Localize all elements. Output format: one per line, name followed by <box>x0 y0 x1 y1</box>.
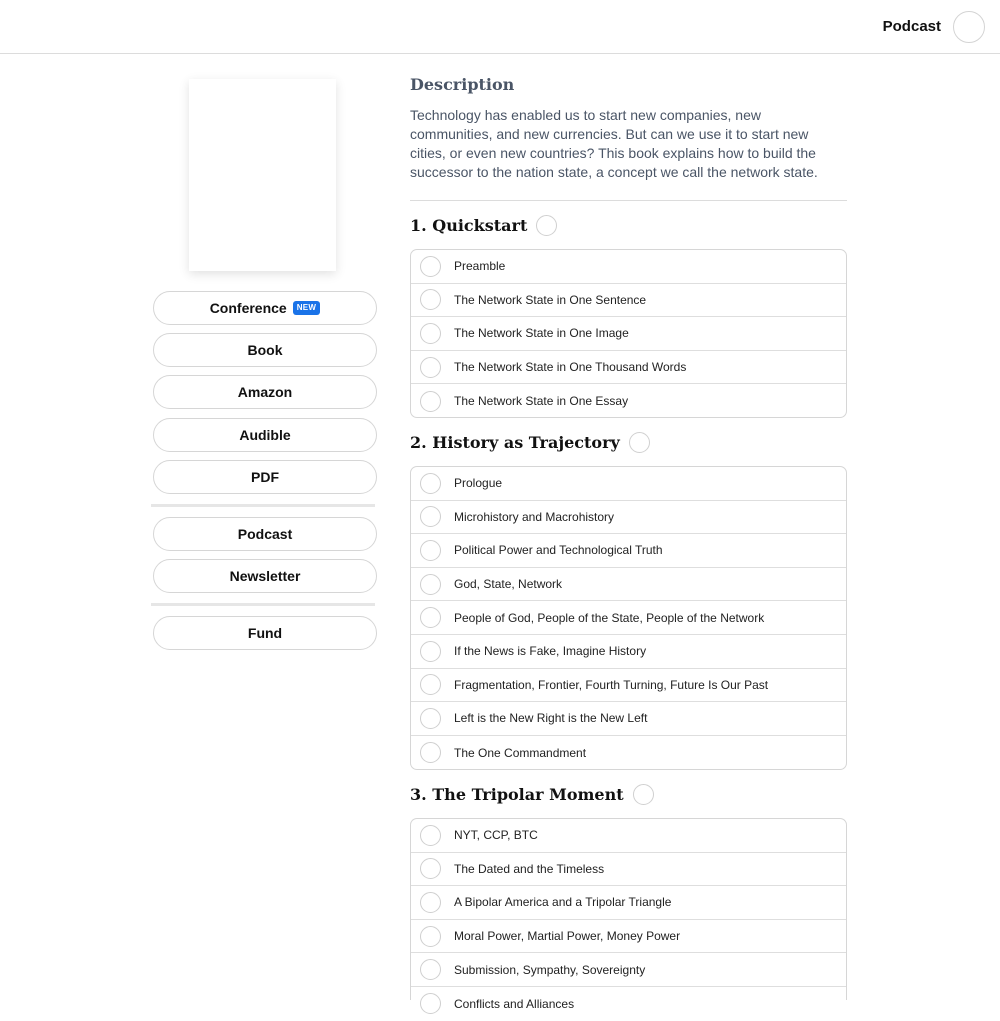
list-item-label: If the News is Fake, Imagine History <box>454 644 647 659</box>
fund-button-label: Fund <box>247 625 283 641</box>
description-text: Technology has enabled us to start new companies, new communities, and new currencies. But can we use it to start new cities, or even new countries? This book explains how to build the successor to the nation state, a concept we call the network state. <box>410 107 818 180</box>
list-item-label: Submission, Sympathy, Sovereignty <box>454 962 646 977</box>
list-item-label: Conflicts and Alliances <box>454 996 575 1011</box>
podcast-button[interactable] <box>153 517 377 551</box>
list-item[interactable] <box>411 669 846 703</box>
chapter-title: 3. The Tripolar Moment <box>410 785 624 804</box>
check-circle-icon[interactable] <box>420 256 441 277</box>
book-button-label: Book <box>247 342 283 358</box>
check-circle-icon[interactable] <box>420 540 441 561</box>
list-item-label: Left is the New Right is the New Left <box>454 711 648 726</box>
check-circle-icon[interactable] <box>420 391 441 412</box>
list-item-label: The Network State in One Essay <box>454 394 629 409</box>
check-circle-icon[interactable] <box>420 708 441 729</box>
list-item[interactable] <box>411 534 846 568</box>
list-item[interactable] <box>411 920 846 954</box>
check-circle-icon[interactable] <box>420 674 441 695</box>
list-item[interactable] <box>411 601 846 635</box>
list-item-label: The Network State in One Image <box>454 326 629 341</box>
list-item-label: Preamble <box>454 259 506 274</box>
list-item-label: Moral Power, Martial Power, Money Power <box>454 929 681 944</box>
list-item-label: Microhistory and Macrohistory <box>454 509 615 524</box>
list-item-label: NYT, CCP, BTC <box>454 828 538 843</box>
check-circle-icon[interactable] <box>420 574 441 595</box>
check-circle-icon[interactable] <box>420 473 441 494</box>
conference-button[interactable] <box>153 291 377 325</box>
description-title: Description <box>410 75 515 94</box>
list-item[interactable] <box>411 284 846 318</box>
header-podcast-link[interactable]: Podcast <box>882 18 941 35</box>
chapter-title: 2. History as Trajectory <box>410 433 620 452</box>
newsletter-button[interactable] <box>153 559 377 593</box>
newsletter-button-label: Newsletter <box>229 568 301 584</box>
list-item[interactable] <box>411 819 846 853</box>
list-item[interactable] <box>411 467 846 501</box>
pdf-button[interactable] <box>153 460 377 494</box>
amazon-button[interactable] <box>153 375 377 409</box>
check-circle-icon[interactable] <box>420 926 441 947</box>
list-item[interactable] <box>411 384 846 418</box>
list-item-label: The Dated and the Timeless <box>454 861 605 876</box>
chapter-complete-toggle[interactable] <box>633 784 654 805</box>
list-item-label: Fragmentation, Frontier, Fourth Turning, Future Is Our Past <box>454 677 769 692</box>
check-circle-icon[interactable] <box>420 993 441 1014</box>
podcast-button-label: Podcast <box>237 526 293 542</box>
chapter-heading <box>410 432 650 453</box>
description-divider <box>410 200 847 201</box>
check-circle-icon[interactable] <box>420 959 441 980</box>
list-item[interactable] <box>411 853 846 887</box>
list-item-label: Prologue <box>454 476 503 491</box>
chapter-complete-toggle[interactable] <box>536 215 557 236</box>
chapter-list <box>410 466 847 770</box>
list-item-label: God, State, Network <box>454 577 563 592</box>
chapter-title: 1. Quickstart <box>410 216 528 235</box>
check-circle-icon[interactable] <box>420 641 441 662</box>
chapter-heading <box>410 215 557 236</box>
chapter-complete-toggle[interactable] <box>629 432 650 453</box>
conference-button-label: Conference <box>209 300 287 316</box>
new-badge: NEW <box>293 301 321 315</box>
check-circle-icon[interactable] <box>420 357 441 378</box>
list-item[interactable] <box>411 702 846 736</box>
book-cover <box>189 79 336 271</box>
check-circle-icon[interactable] <box>420 892 441 913</box>
sidebar-divider <box>151 603 375 606</box>
sidebar-divider <box>151 504 375 507</box>
list-item-label: The Network State in One Sentence <box>454 292 647 307</box>
list-item[interactable] <box>411 568 846 602</box>
book-button[interactable] <box>153 333 377 367</box>
list-item-label: A Bipolar America and a Tripolar Triangle <box>454 895 672 910</box>
list-item[interactable] <box>411 635 846 669</box>
list-item[interactable] <box>411 250 846 284</box>
list-item-label: People of God, People of the State, People of the Network <box>454 610 765 625</box>
check-circle-icon[interactable] <box>420 506 441 527</box>
list-item-label: The Network State in One Thousand Words <box>454 360 687 375</box>
pdf-button-label: PDF <box>251 469 279 485</box>
chapter-list <box>410 249 847 418</box>
check-circle-icon[interactable] <box>420 607 441 628</box>
audible-button[interactable] <box>153 418 377 452</box>
check-circle-icon[interactable] <box>420 742 441 763</box>
check-circle-icon[interactable] <box>420 289 441 310</box>
list-item-label: Political Power and Technological Truth <box>454 543 663 558</box>
list-item[interactable] <box>411 987 846 1021</box>
list-item[interactable] <box>411 317 846 351</box>
fund-button[interactable] <box>153 616 377 650</box>
list-item[interactable] <box>411 501 846 535</box>
audible-button-label: Audible <box>239 427 291 443</box>
check-circle-icon[interactable] <box>420 323 441 344</box>
list-item[interactable] <box>411 886 846 920</box>
list-item[interactable] <box>411 351 846 385</box>
amazon-button-label: Amazon <box>237 384 293 400</box>
chapter-list <box>410 818 847 1011</box>
list-item[interactable] <box>411 953 846 987</box>
chapter-heading <box>410 784 654 805</box>
top-bar <box>0 0 1000 54</box>
check-circle-icon[interactable] <box>420 825 441 846</box>
check-circle-icon[interactable] <box>420 858 441 879</box>
list-item[interactable] <box>411 736 846 770</box>
list-item-label: The One Commandment <box>454 745 587 760</box>
avatar[interactable] <box>953 11 985 43</box>
